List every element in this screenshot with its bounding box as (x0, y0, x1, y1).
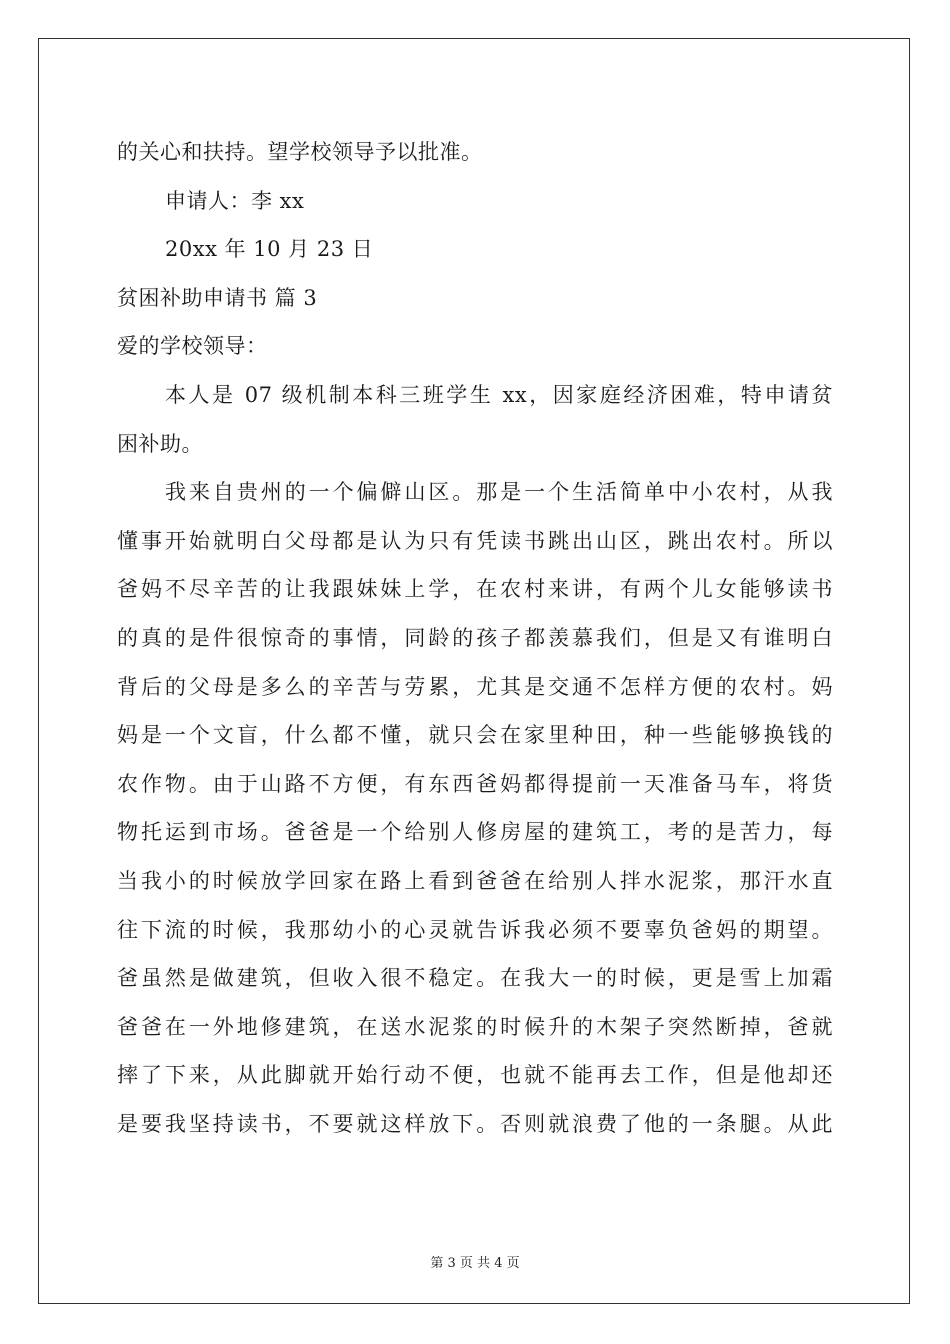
date-line: 20xx 年 10 月 23 日 (165, 237, 374, 262)
text-line: 是要我坚持读书，不要就这样放下。否则就浪费了他的一条腿。从此 (117, 1111, 833, 1136)
text-line: 懂事开始就明白父母都是认为只有凭读书跳出山区，跳出农村。所以 (117, 528, 833, 553)
text-line: 摔了下来，从此脚就开始行动不便，也就不能再去工作，但是他却还 (117, 1063, 833, 1088)
text-line: 本人是 07 级机制本科三班学生 xx，因家庭经济困难，特申请贫 (165, 382, 833, 407)
document-body (117, 128, 833, 1148)
text-line: 背后的父母是多么的辛苦与劳累，尤其是交通不怎样方便的农村。妈 (117, 674, 833, 699)
text-line: 爸虽然是做建筑，但收入很不稳定。在我大一的时候，更是雪上加霜 (117, 966, 833, 991)
text-line: 当我小的时候放学回家在路上看到爸爸在给别人拌水泥浆，那汗水直 (117, 868, 833, 893)
text-line: 的关心和扶持。望学校领导予以批准。 (117, 140, 483, 164)
text-line: 农作物。由于山路不方便，有东西爸妈都得提前一天准备马车，将货 (117, 771, 833, 796)
text-line: 困补助。 (117, 431, 203, 456)
text-line: 往下流的时候，我那幼小的心灵就告诉我必须不要辜负爸妈的期望。 (117, 917, 833, 942)
text-line: 妈是一个文盲，什么都不懂，就只会在家里种田，种一些能够换钱的 (117, 723, 833, 748)
page-number-footer: 第 3 页 共 4 页 (430, 1256, 520, 1271)
text-line: 的真的是件很惊奇的事情，同龄的孩子都羡慕我们，但是又有谁明白 (117, 625, 833, 650)
text-line: 爸爸在一外地修建筑，在送水泥浆的时候升的木架子突然断掉，爸就 (117, 1014, 833, 1039)
text-line: 爸妈不尽辛苦的让我跟妹妹上学，在农村来讲，有两个儿女能够读书 (117, 577, 833, 602)
text-line: 物托运到市场。爸爸是一个给别人修房屋的建筑工，考的是苦力，每 (117, 820, 833, 845)
salutation: 爱的学校领导： (117, 334, 268, 359)
applicant-line: 申请人：李 xx (165, 188, 305, 213)
section-title: 贫困补助申请书 篇 3 (117, 285, 318, 310)
text-line: 我来自贵州的一个偏僻山区。那是一个生活简单中小农村，从我 (165, 480, 833, 505)
